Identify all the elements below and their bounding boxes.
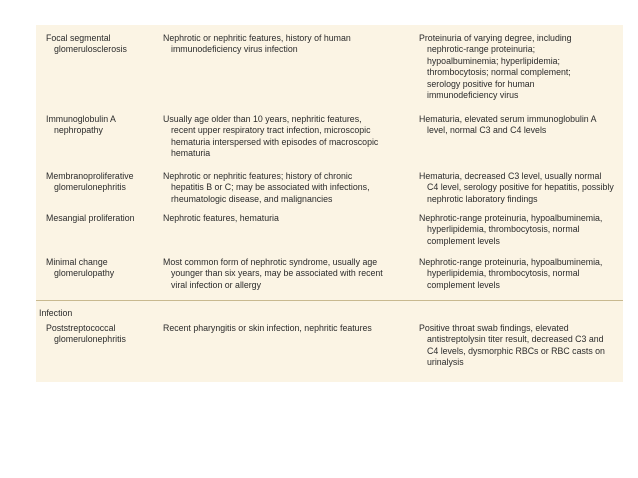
cell-line: C4 levels, dysmorphic RBCs or RBC casts on	[427, 345, 605, 356]
cell-line: glomerulosclerosis	[54, 44, 127, 55]
cell-line: immunodeficiency virus infection	[171, 44, 298, 55]
cell-line: Most common form of nephrotic syndrome, usually age	[163, 257, 378, 267]
cell-line: hypoalbuminemia; hyperlipidemia;	[427, 55, 561, 66]
cell-line: hyperlipidemia, thrombocytosis, normal	[427, 268, 580, 279]
cell-line: thrombocytosis; normal complement;	[427, 67, 571, 78]
disease-name-cell	[46, 257, 161, 280]
disease-name-cell	[46, 323, 161, 346]
cell-line: recent upper respiratory tract infection, microscopic	[171, 125, 371, 136]
disease-name-cell	[46, 171, 161, 194]
lab-findings-cell	[419, 213, 621, 247]
cell-line: hepatitis B or C; may be associated with infections,	[171, 182, 370, 193]
disease-name-cell	[46, 114, 161, 137]
cell-line: hematuria	[171, 148, 211, 159]
cell-line: Nephrotic-range proteinuria, hypoalbuminemia,	[419, 213, 603, 223]
lab-findings-cell	[419, 33, 621, 101]
cell-line: antistreptolysin titer result, decreased C3 and	[427, 334, 604, 345]
cell-line: Recent pharyngitis or skin infection, nephritic features	[163, 323, 372, 333]
cell-line: Nephrotic or nephritic features, history of human	[163, 33, 351, 43]
lab-findings-cell	[419, 257, 621, 291]
cell-line: urinalysis	[427, 357, 464, 368]
cell-line: rheumatologic disease, and malignancies	[171, 193, 333, 204]
clinical-features-cell	[163, 114, 408, 160]
cell-line: glomerulonephritis	[54, 182, 126, 193]
lab-findings-cell	[419, 114, 621, 137]
cell-line: Immunoglobulin A	[46, 114, 116, 124]
cell-line: viral infection or allergy	[171, 279, 261, 290]
cell-line: Minimal change	[46, 257, 108, 267]
section-heading: Infection	[39, 308, 73, 318]
cell-line: hyperlipidemia, thrombocytosis, normal	[427, 224, 580, 235]
cell-line: hematuria interspersed with episodes of macroscopic	[171, 136, 379, 147]
disease-name-cell	[46, 213, 161, 224]
cell-line: Proteinuria of varying degree, including	[419, 33, 572, 43]
cell-line: nephrotic laboratory findings	[427, 193, 538, 204]
cell-line: younger than six years, may be associated with recent	[171, 268, 383, 279]
cell-line: Positive throat swab findings, elevated	[419, 323, 569, 333]
clinical-features-cell	[163, 213, 408, 224]
cell-line: C4 level, serology positive for hepatitis, possibly	[427, 182, 614, 193]
cell-line: immunodeficiency virus	[427, 90, 519, 101]
cell-line: nephrotic-range proteinuria;	[427, 44, 536, 55]
cell-line: Focal segmental	[46, 33, 111, 43]
cell-line: complement levels	[427, 279, 500, 290]
section-divider	[36, 300, 623, 301]
cell-line: Membranoproliferative	[46, 171, 134, 181]
clinical-features-cell	[163, 257, 408, 291]
cell-line: Poststreptococcal	[46, 323, 116, 333]
cell-line: Hematuria, elevated serum immunoglobulin A	[419, 114, 597, 124]
cell-line: Nephrotic-range proteinuria, hypoalbuminemia,	[419, 257, 603, 267]
disease-name-cell	[46, 33, 161, 56]
cell-line: Hematuria, decreased C3 level, usually normal	[419, 171, 602, 181]
lab-findings-cell	[419, 171, 621, 205]
cell-line: Mesangial proliferation	[46, 213, 135, 223]
cell-line: complement levels	[427, 235, 500, 246]
cell-line: glomerulopathy	[54, 268, 115, 279]
cell-line: Nephrotic or nephritic features; history of chronic	[163, 171, 353, 181]
cell-line: Usually age older than 10 years, nephritic features,	[163, 114, 362, 124]
cell-line: level, normal C3 and C4 levels	[427, 125, 547, 136]
table-panel	[36, 25, 623, 382]
cell-line: Nephrotic features, hematuria	[163, 213, 279, 223]
cell-line: nephropathy	[54, 125, 103, 136]
clinical-features-cell	[163, 33, 408, 56]
clinical-features-cell	[163, 323, 408, 334]
cell-line: glomerulonephritis	[54, 334, 126, 345]
lab-findings-cell	[419, 323, 621, 369]
clinical-features-cell	[163, 171, 408, 205]
cell-line: serology positive for human	[427, 78, 535, 89]
